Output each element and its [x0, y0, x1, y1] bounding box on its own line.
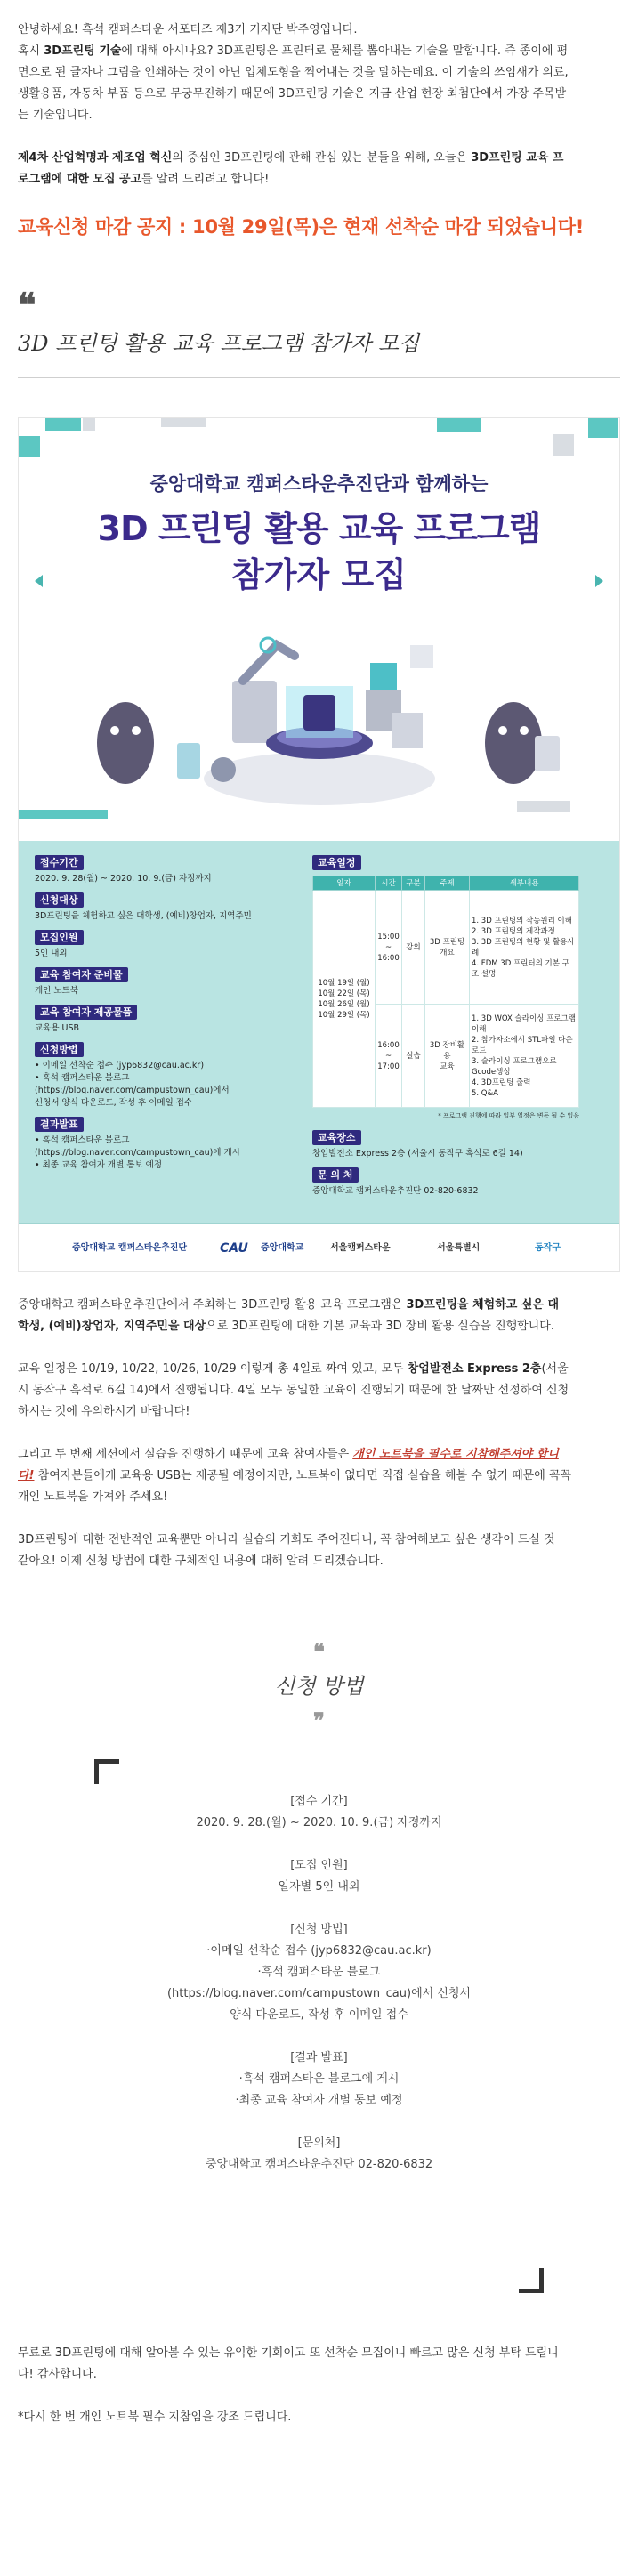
closing-paragraph [18, 2343, 620, 2428]
info-block: 교육 참여자 준비물 개인 노트북 [35, 967, 302, 997]
schedule-tag: 교육일정 [312, 855, 361, 870]
quote-icon: ❝ [18, 285, 36, 325]
intro-line: 는 기술입니다. [18, 109, 93, 122]
logo-seoul-city: 서울특별시 [437, 1243, 481, 1253]
body-line: 다! 참여자분들에게 교육용 USB는 제공될 예정이지만, 노트북이 없다면 직접 실습을 해볼 수 없기 때문에 꼭꼭 [18, 1469, 572, 1482]
apply-section [18, 1638, 620, 1733]
intro-line: 면으로 된 글자나 그림을 인쇄하는 것이 아닌 입체도형을 찍어내는 것을 말하는데요. 이 기술의 쓰임새가 의료, [18, 66, 569, 79]
quote-close-icon: ❞ [313, 1708, 325, 1733]
schedule-note: * 프로그램 진행에 따라 일부 일정은 변동 될 수 있음 [438, 1112, 579, 1119]
info-heading: [접수 기간] [290, 1795, 348, 1808]
logo-cau-univ: 중앙대학교 [261, 1243, 304, 1253]
info-value: (https://blog.naver.com/campustown_cau)에서 신청서 [166, 1987, 471, 2000]
corner-top-left-icon [94, 1759, 119, 1784]
poster-title: 3D 프린팅 활용 교육 프로그램 [97, 509, 541, 548]
info-heading: [신청 방법] [290, 1923, 348, 1936]
place-text: 창업발전소 Express 2층 (서울시 동작구 흑석로 6길 14) [312, 1149, 523, 1159]
body-line: 개인 노트북을 가져와 주세요! [18, 1490, 168, 1504]
info-value: ·흑석 캠퍼스타운 블로그에 게시 [238, 2072, 400, 2086]
quote-open-icon: ❝ [313, 1638, 325, 1664]
info-block: 교육 참여자 제공물품 교육용 USB [35, 1005, 302, 1035]
intro-line: 생활용품, 자동차 부품 등으로 무궁무진하기 때문에 3D프린팅 기술은 지금 산업 현장 최첨단에서 가장 주목받 [18, 87, 567, 101]
intro-line: 혹시 3D프린팅 기술에 대해 아시나요? 3D프린팅은 프린터로 물체를 뽑아내는 기술을 말합니다. 즉 종이에 평 [18, 44, 569, 58]
table-row: 16:00 ~ 17:00 실습 3D 장비활용 교육 1. 3D WOX 슬라이싱 프로그램 이해 2. 참가자소에서 STL파일 다운로드 3. 슬라이싱 프로그램으로 Gcode생성 4. 3D프린팅 출력 5. Q&A [313, 1005, 579, 1108]
schedule-table: 일자 시간 구분 주제 세부내용 10월 19일 (월) 10월 22일 (목) 10월 26일 (월) 10월 29일 (목) 15:00 ~ 16:00 강의 3D 프린팅 개요 1. 3D 프린팅의 작동원리 이해 2. 3D 프린팅의 제작과정 3. 3D 프린팅의 현황 및 활용사례 4. FDM 3D 프린터의 기본 구조 설명 16:00 ~ 17:00 실습 3D 장비활용 교육 1. 3D WOX 슬라이싱 프로그램 이해 2. 참가자소에서 STL파일 다운로드 3. 슬라이싱 프로그램으로 Gcode생성 4. 3D프린팅 출력 5. Q&A [312, 876, 579, 1108]
info-value: 2020. 9. 28.(월) ~ 2020. 10. 9.(금) 자정까지 [196, 1816, 442, 1829]
info-heading: [모집 인원] [290, 1859, 348, 1872]
logo-seoul-campustown: 서울캠퍼스타운 [330, 1243, 391, 1253]
info-block: 접수기간 2020. 9. 28(월) ~ 2020. 10. 9.(금) 자정까지 [35, 857, 212, 884]
info-value: ·이메일 선착순 접수 (jyp6832@cau.ac.kr) [206, 1944, 432, 1958]
info-block: 신청방법 • 이메일 선착순 접수 (jyp6832@cau.ac.kr) • 흑석 캠퍼스타운 블로그 (https://blog.naver.com/campustown_cau)에서 신청서 양식 다운로드, 작성 후 이메일 접수 [35, 1044, 230, 1108]
contact-tag: 문 의 처 [312, 1167, 359, 1183]
info-value: 일자별 5인 내외 [278, 1880, 360, 1894]
logo-cau: CAU [220, 1241, 248, 1256]
info-value: 중앙대학교 캠퍼스타운추진단 02-820-6832 [205, 2158, 433, 2171]
poster-title-2: 참가자 모집 [231, 555, 407, 594]
body-line: 학생, (예비)창업자, 지역주민을 대상으로 3D프린팅에 대한 기본 교육과 3D 장비 활용 실습을 진행합니다. [18, 1320, 554, 1333]
info-value: ·흑석 캠퍼스타운 블로그 [257, 1966, 381, 1979]
corner-bottom-right-icon [519, 2268, 544, 2293]
poster-left-column [35, 855, 302, 1179]
intro-paragraph [18, 0, 620, 190]
poster-logos [19, 1223, 619, 1272]
closing-line: 다! 감사합니다. [18, 2368, 97, 2381]
body-line: 하시는 것에 유의하시기 바랍니다! [18, 1405, 190, 1418]
intro-line: 안녕하세요! 흑석 캠퍼스타운 서포터즈 제3기 기자단 박주영입니다. [18, 23, 358, 36]
body-line: 그리고 두 번째 세션에서 실습을 진행하기 때문에 교육 참여자들은 개인 노트북을 필수로 지참해주셔야 합니 [18, 1448, 559, 1461]
body-line: 교육 일정은 10/19, 10/22, 10/26, 10/29 이렇게 총 4일로 짜여 있고, 모두 창업발전소 Express 2층(서울 [18, 1362, 569, 1376]
intro-line: 로그램에 대한 모집 공고를 알려 드리려고 합니다! [18, 173, 270, 186]
section-title: 3D 프린팅 활용 교육 프로그램 참가자 모집 [18, 327, 620, 378]
poster-subtitle: 중앙대학교 캠퍼스타운추진단과 함께하는 [149, 473, 489, 495]
body-line: 같아요! 이제 신청 방법에 대한 구체적인 내용에 대해 알려 드리겠습니다. [18, 1554, 384, 1568]
place-tag: 교육장소 [312, 1130, 361, 1145]
intro-line: 제4차 산업혁명과 제조업 혁신의 중심인 3D프린팅에 관해 관심 있는 분들을 위해, 오늘은 3D프린팅 교육 프 [18, 151, 564, 165]
body-line: 시 동작구 흑석로 6길 14)에서 진행됩니다. 4일 모두 동일한 교육이 진행되기 때문에 한 날짜만 선정하여 신청 [18, 1384, 569, 1397]
body-line: 중앙대학교 캠퍼스타운추진단에서 주최하는 3D프린팅 활용 교육 프로그램은 3D프린팅을 체험하고 싶은 대 [18, 1298, 560, 1312]
body-line: 3D프린팅에 대한 전반적인 교육뿐만 아니라 실습의 기회도 주어진다니, 꼭 참여해보고 싶은 생각이 드실 것 [18, 1533, 555, 1546]
deadline-notice: 교육신청 마감 공지 : 10월 29일(목)은 현재 선착순 마감 되었습니다! [18, 216, 584, 238]
post-body [18, 1295, 620, 1572]
apply-title: 신청 방법 [274, 1674, 364, 1699]
table-row: 10월 19일 (월) 10월 22일 (목) 10월 26일 (월) 10월 29일 (목) 15:00 ~ 16:00 강의 3D 프린팅 개요 1. 3D 프린팅의 작동원리 이해 2. 3D 프린팅의 제작과정 3. 3D 프린팅의 현황 및 활용사례 4. FDM 3D 프린터의 기본 구조 설명 [313, 891, 579, 1005]
poster-details [19, 841, 619, 1223]
poster-header [19, 418, 619, 841]
info-block: 신청대상 3D프린팅을 체험하고 싶은 대학생, (예비)창업자, 지역주민 [35, 894, 252, 921]
info-heading: [결과 발표] [290, 2051, 348, 2064]
poster-right-column [312, 855, 606, 1198]
program-poster [18, 417, 620, 1272]
info-block: 모집인원 5인 내외 [35, 930, 302, 960]
info-block: 결과발표 • 흑석 캠퍼스타운 블로그 (https://blog.naver.com/campustown_cau)에 게시 • 최종 교육 참여자 개별 통보 예정 [35, 1118, 240, 1170]
info-value: 양식 다운로드, 작성 후 이메일 접수 [230, 2008, 408, 2022]
logo-cau-campustown: 중앙대학교 캠퍼스타운추진단 [72, 1243, 188, 1253]
contact-text: 중앙대학교 캠퍼스타운추진단 02-820-6832 [312, 1186, 479, 1196]
info-value: ·최종 교육 참여자 개별 통보 예정 [235, 2094, 403, 2107]
apply-info-box [18, 1759, 620, 2293]
closing-note: *다시 한 번 개인 노트북 필수 지참임을 강조 드립니다. [18, 2410, 292, 2424]
logo-dongjak: 동작구 [535, 1243, 561, 1253]
info-heading: [문의처] [297, 2136, 341, 2150]
printer-illustration [19, 610, 619, 841]
closing-line: 무료로 3D프린팅에 대해 알아볼 수 있는 유익한 기회이고 또 선착순 모집이니 빠르고 많은 신청 부탁 드립니 [18, 2346, 559, 2360]
